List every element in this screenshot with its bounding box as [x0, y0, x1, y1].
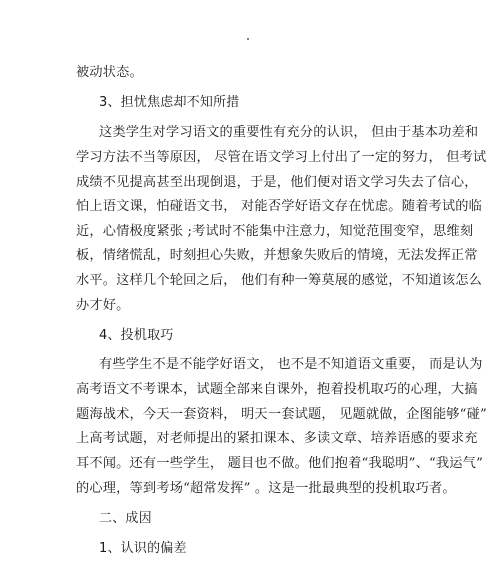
paragraph-line: 办才好。: [76, 298, 130, 313]
paragraph-line: 上高考试题，对老师提出的紧扣课本、多读文章、培养语感的要求充: [76, 431, 478, 446]
subsection-heading-1: 1、认识的偏差: [99, 541, 187, 556]
section-heading-4: 4、投机取巧: [99, 328, 174, 343]
text-line-continuation: 被动状态。: [76, 65, 143, 80]
paragraph-line: 成绩不见提高甚至出现倒退，于是，他们便对语文学习失去了信心，: [76, 175, 478, 190]
paragraph-line: 水平。这样几个轮回之后， 他们有种一筹莫展的感觉，不知道该怎么: [76, 273, 483, 288]
paragraph-line: 这类学生对学习语文的重要性有充分的认识， 但由于基本功差和: [99, 125, 479, 140]
paragraph-line: 高考语文不考课本，试题全部来自课外，抱着投机取巧的心理，大搞: [76, 382, 478, 397]
section-heading-3: 3、担忧焦虑却不知所措: [99, 95, 240, 110]
paragraph-line: 近，心情极度紧张 ;考试时不能集中注意力，知觉范围变窄，思维刻: [76, 224, 474, 239]
paragraph-line: 的心理，等到考场“超常发挥” 。这是一批最典型的投机取巧者。: [76, 481, 456, 496]
paragraph-line: 板，情绪慌乱，时刻担心失败，并想象失败后的情境，无法发挥正常: [76, 248, 478, 263]
header-dot: [247, 38, 249, 40]
paragraph-line: 怕上语文课，怕碰语文书， 对能否学好语文存在忧虑。随着考试的临: [76, 199, 483, 214]
paragraph-line: 学习方法不当等原因， 尽管在语文学习上付出了一定的努力， 但考试: [76, 150, 487, 165]
paragraph-line: 有些学生不是不能学好语文， 也不是不知道语文重要， 而是认为: [99, 357, 483, 372]
paragraph-line: 题海战术，今天一套资料， 明天一套试题， 见题就做，企图能够“碰”: [76, 407, 487, 422]
section-heading-causes: 二、成因: [99, 511, 152, 526]
paragraph-line: 耳不闻。还有一些学生， 题目也不做。他们抱着“我聪明”、“我运气”: [76, 456, 484, 471]
